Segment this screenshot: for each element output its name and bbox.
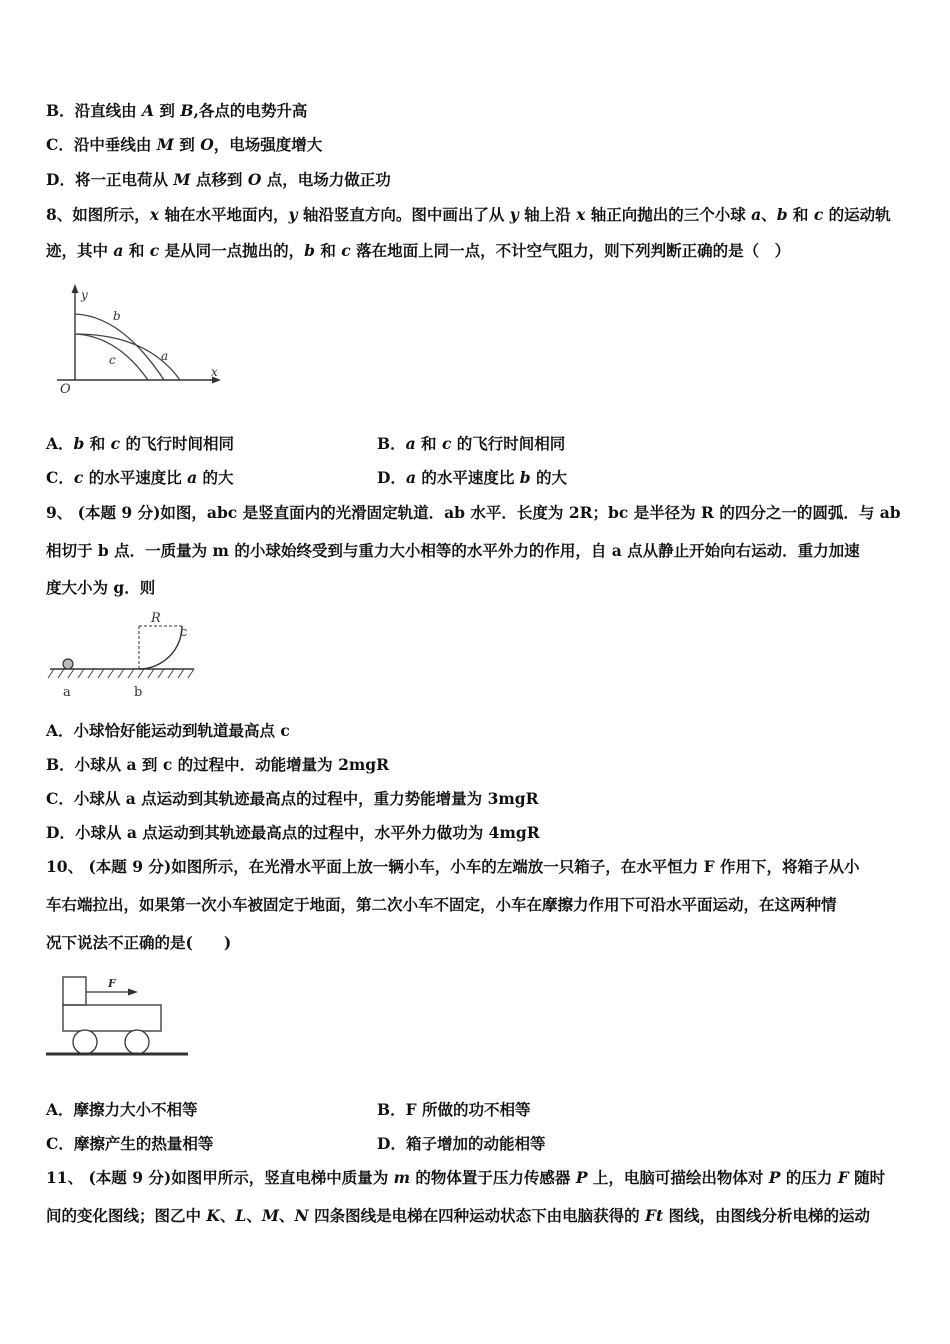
q9-option-a: A．小球恰好能运动到轨道最高点 c <box>46 721 290 740</box>
q8-label-c: c <box>109 353 116 367</box>
q9-stem-line1: 9、 (本题 9 分)如图，abc 是竖直面内的光滑固定轨道．ab 水平．长度为 2R；bc 是半径为 R 的四分之一的圆弧．与 ab <box>46 503 901 522</box>
q9-stem-line2: 相切于 b 点．一质量为 m 的小球始终受到与重力大小相等的水平外力的作用，自 a 点从静止开始向右运动．重力加速 <box>46 541 860 560</box>
q8-y-arrow <box>72 284 79 293</box>
q9-option-c: C．小球从 a 点运动到其轨迹最高点的过程中，重力势能增量为 3mgR <box>46 789 539 808</box>
q8-label-b: b <box>113 309 121 323</box>
q7-option-b: B．沿直线由 A 到 B,各点的电势升高 <box>46 101 308 120</box>
q10-stem-line2: 车右端拉出，如果第一次小车被固定于地面，第二次小车不固定，小车在摩擦力作用下可沿水平面运动，在这两种情 <box>46 895 837 914</box>
q9-quarter-arc <box>139 626 182 669</box>
q10-box <box>63 977 86 1005</box>
q10-option-d: D．箱子增加的动能相等 <box>377 1134 546 1153</box>
q8-stem-line2: 迹，其中 a 和 c 是从同一点抛出的，b 和 c 落在地面上同一点，不计空气阻力，则下列判断正确的是（ ） <box>46 241 791 260</box>
q10-option-a: A．摩擦力大小不相等 <box>46 1100 198 1119</box>
q8-stem-line1: 8、如图所示，x 轴在水平地面内，y 轴沿竖直方向。图中画出了从 y 轴上沿 x 轴正向抛出的三个小球 a、b 和 c 的运动轨 <box>46 205 891 224</box>
q10-cart-figure <box>46 972 191 1066</box>
q8-option-d: D．a 的水平速度比 b 的大 <box>377 468 568 487</box>
q11-stem-line2: 间的变化图线；图乙中 K、L、M、N 四条图线是电梯在四种运动状态下由电脑获得的 Ft 图线，由图线分析电梯的运动 <box>46 1206 871 1225</box>
q8-label-y: y <box>81 288 88 302</box>
q9-option-b: B．小球从 a 到 c 的过程中．动能增量为 2mgR <box>46 755 389 774</box>
q7-option-d: D．将一正电荷从 M 点移到 O 点，电场力做正功 <box>46 170 391 189</box>
q9-ball <box>63 659 73 669</box>
q8-option-a: A．b 和 c 的飞行时间相同 <box>46 434 235 453</box>
q9-stem-line3: 度大小为 g．则 <box>46 578 156 597</box>
q10-option-c: C．摩擦产生的热量相等 <box>46 1134 214 1153</box>
q8-label-origin: O <box>60 382 71 397</box>
q9-label-a: a <box>63 685 71 700</box>
q8-trajectory-figure <box>52 282 232 401</box>
q9-label-r: R <box>151 611 161 626</box>
q9-track-figure <box>46 608 206 707</box>
q10-label-f: F <box>108 977 116 990</box>
q7-option-c: C．沿中垂线由 M 到 O，电场强度增大 <box>46 135 323 154</box>
q10-stem-line3: 况下说法不正确的是( ) <box>46 933 232 952</box>
q8-curve-b <box>75 314 164 380</box>
q10-option-b: B．F 所做的功不相等 <box>377 1100 531 1119</box>
q8-option-c: C．c 的水平速度比 a 的大 <box>46 468 234 487</box>
q10-wheel-right <box>125 1030 149 1054</box>
q10-stem-line1: 10、 (本题 9 分)如图所示，在光滑水平面上放一辆小车，小车的左端放一只箱子，在水平恒力 F 作用下，将箱子从小 <box>46 857 860 876</box>
q10-force-arrow <box>128 989 138 996</box>
q9-label-c: c <box>180 625 188 640</box>
q10-cart-body <box>63 1005 161 1031</box>
q10-wheel-left <box>73 1030 97 1054</box>
q8-option-b: B．a 和 c 的飞行时间相同 <box>377 434 566 453</box>
q11-stem-line1: 11、 (本题 9 分)如图甲所示，竖直电梯中质量为 m 的物体置于压力传感器 P 上，电脑可描绘出物体对 P 的压力 F 随时 <box>46 1168 886 1187</box>
q9-label-b: b <box>134 685 143 700</box>
q9-ground-hatch <box>48 669 194 678</box>
q8-label-x: x <box>211 365 218 379</box>
q8-label-a: a <box>161 349 169 363</box>
q9-option-d: D．小球从 a 点运动到其轨迹最高点的过程中，水平外力做功为 4mgR <box>46 823 540 842</box>
